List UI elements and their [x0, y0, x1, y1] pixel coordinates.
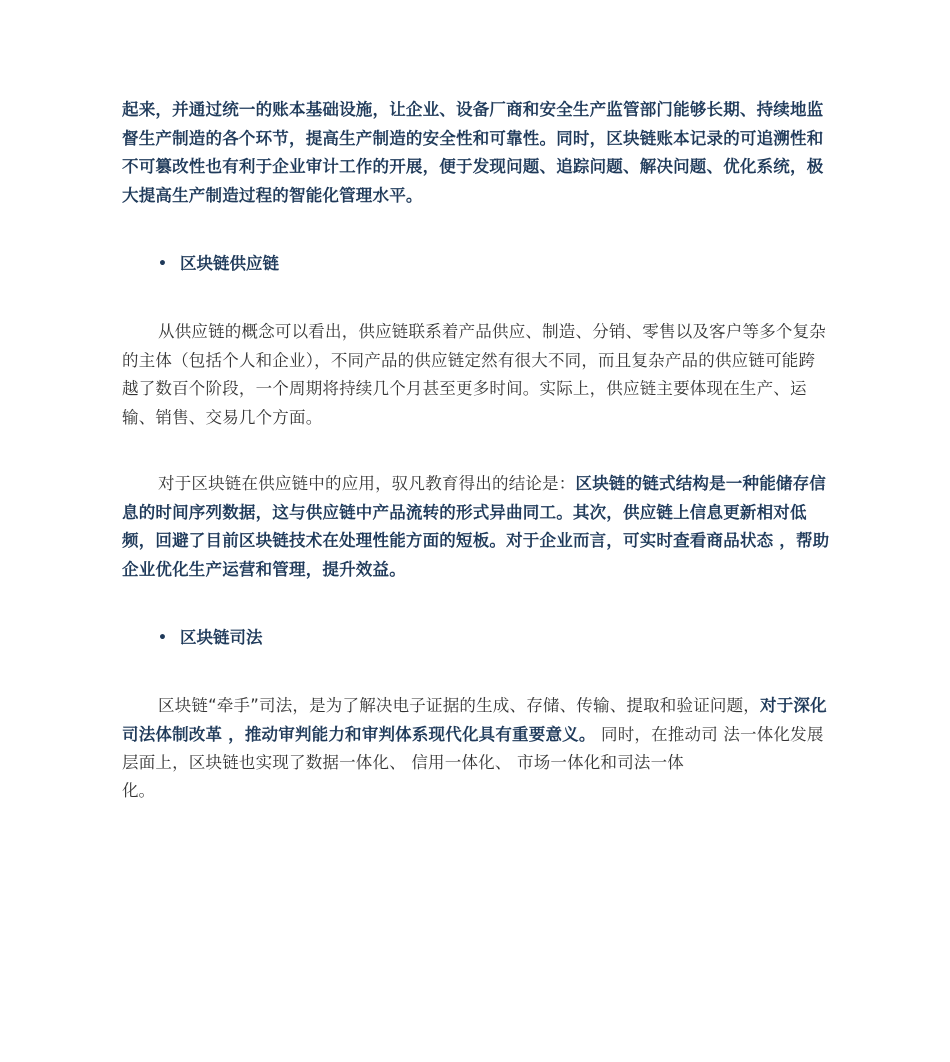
paragraph-text-normal: 对于区块链在供应链中的应用，驭凡教育得出的结论是：	[158, 474, 576, 493]
document-page	[122, 96, 830, 804]
paragraph-judicial-tail: 化。	[122, 780, 155, 800]
section-heading-judicial	[158, 624, 830, 652]
paragraph-text-emphasis: 对于深化司法体制改革 ，推动审判能力和审判体系现代化具有重要意义。	[122, 696, 827, 744]
paragraph-supply-chain-concept: 从供应链的概念可以看出，供应链联系着产品供应、制造、分销、零售以及客户等多个复杂的主体（包括个人和企业），不同产品的供应链定然有很大不同，而且复杂产品的供应链可能跨越了数百个阶段，一个周期将持续几个月甚至更多时间。实际上，供应链主要体现在生产、运输、销售、交易几个方面。	[122, 322, 826, 427]
paragraph-judicial	[122, 692, 830, 778]
paragraph-text-normal: 同时，在推动司 法一体化发展层面上，区块链也实现了数据一体化、 信用一体化、 市场一体化和司法一体	[122, 724, 824, 772]
paragraph-production-supervision: 起来，并通过统一的账本基础设施，让企业、设备厂商和安全生产监管部门能够长期、持续地监督生产制造的各个环节，提高生产制造的安全性和可靠性。同时，区块链账本记录的可追溯性和不可篡改性也有利于企业审计工作的开展，便于发现问题、追踪问题、解决问题、优化系统，极大提高生产制造过程的智能化管理水平。	[122, 100, 824, 205]
section-heading-supply-chain	[158, 250, 830, 278]
paragraph-text-normal: 区块链“牵手”司法，是为了解决电子证据的生成、存储、传输、提取和验证问题，	[158, 696, 760, 715]
paragraph-supply-chain-application	[122, 470, 830, 584]
bullet-icon: •	[158, 256, 167, 272]
section-heading-label: 区块链司法	[180, 628, 263, 647]
paragraph-text-emphasis: 区块链的链式结构是一种能储存信息的时间序列数据，这与供应链中产品流转的形式异曲同工。其次，供应链上信息更新相对低频，回避了目前区块链技术在处理性能方面的短板。对于企业而言，可实时查看商品状态 ，帮助企业优化生产运营和管理，提升效益。	[122, 474, 830, 579]
section-heading-label: 区块链供应链	[180, 254, 279, 273]
bullet-icon: •	[158, 630, 167, 646]
